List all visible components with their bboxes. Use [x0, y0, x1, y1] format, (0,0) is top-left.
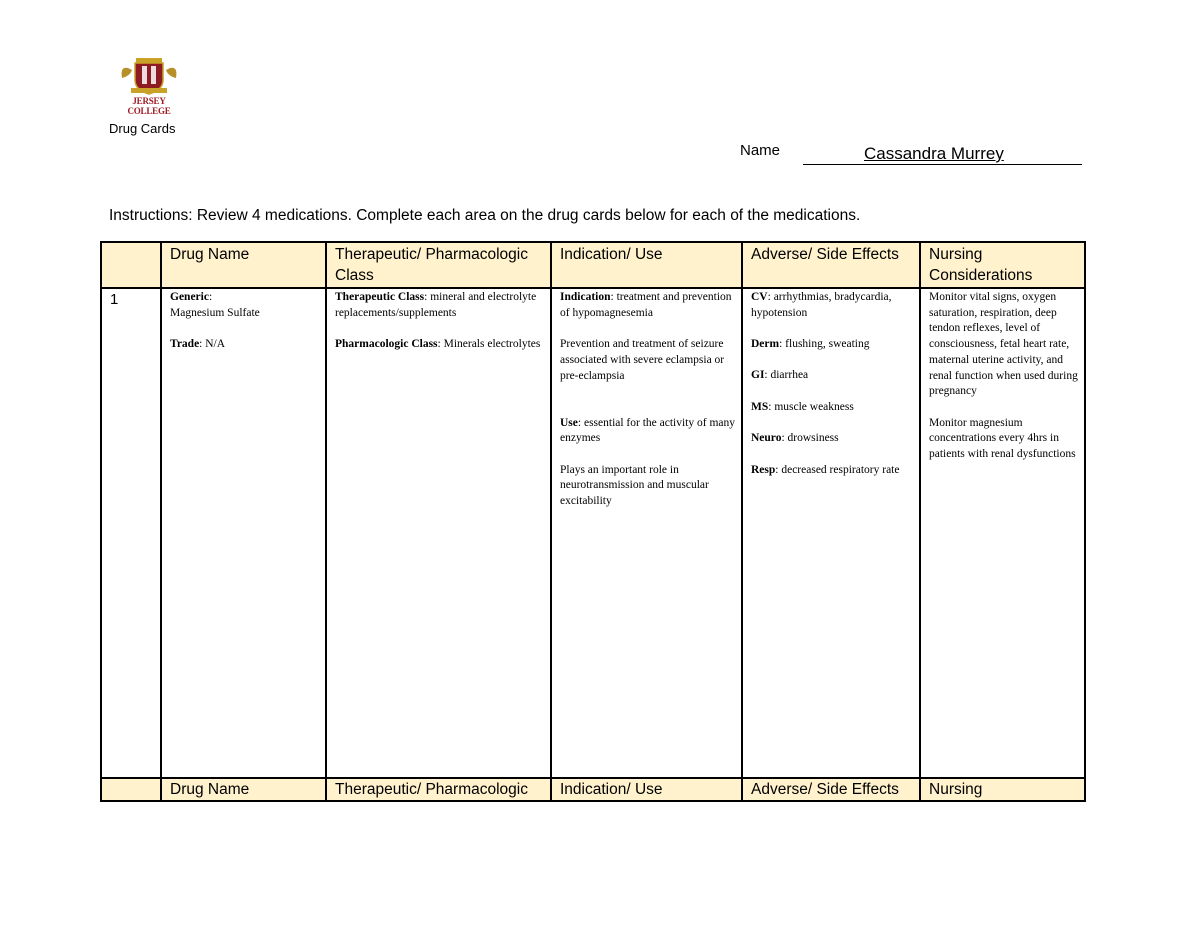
therapeutic-value: : mineral and electrolyte replacements/supplements	[335, 291, 537, 319]
name-field[interactable]	[803, 144, 1082, 165]
name-label: Name	[740, 142, 781, 159]
table-row	[101, 288, 1085, 778]
header-nursing: Nursing Considerations	[920, 242, 1085, 288]
resp-value: : decreased respiratory rate	[775, 463, 900, 476]
header-drug-class: Therapeutic/ Pharmacologic	[326, 778, 551, 801]
document-title: Drug Cards	[109, 121, 176, 136]
neuro-value: : drowsiness	[781, 432, 839, 445]
header-indication: Indication/ Use	[551, 778, 742, 801]
header-drug-name: Drug Name	[161, 778, 326, 801]
pharmacologic-value: : Minerals electrolytes	[437, 338, 541, 351]
trade-label: Trade	[170, 338, 200, 351]
header-adverse-effects: Adverse/ Side Effects	[742, 778, 920, 801]
therapeutic-label: Therapeutic Class	[335, 291, 425, 303]
prevention-text: Prevention and treatment of seizure associated with severe eclampsia or pre-eclampsia	[560, 338, 725, 382]
row-number: 1	[101, 288, 161, 778]
use-label: Use	[560, 416, 578, 429]
resp-label: Resp	[751, 463, 776, 476]
header-nursing: Nursing	[920, 778, 1085, 801]
indication-label: Indication	[560, 291, 611, 303]
neuro-label: Neuro	[751, 432, 782, 445]
generic-label: Generic	[170, 291, 209, 303]
cv-label: CV	[751, 291, 768, 303]
indication-value: : treatment and prevention of hypomagnesemia	[560, 291, 732, 319]
header-indication: Indication/ Use	[551, 242, 742, 288]
cell-indication[interactable]	[551, 288, 742, 778]
cell-drug-name[interactable]	[161, 288, 326, 778]
cell-nursing[interactable]	[920, 288, 1085, 778]
drug-cards-table	[100, 241, 1086, 802]
logo-text: JERSEY COLLEGE	[127, 96, 171, 116]
table-header-row	[101, 242, 1085, 288]
nursing-para-1: Monitor vital signs, oxygen saturation, respiration, deep tendon reflexes, level of consciousness, fetal heart rate, maternal uterine activity, and renal function when used during pregnancy	[929, 291, 1078, 398]
cell-drug-class[interactable]	[326, 288, 551, 778]
header-number-cell	[101, 242, 161, 288]
header-adverse-effects: Adverse/ Side Effects	[742, 242, 920, 288]
ms-label: MS	[751, 400, 769, 413]
use-value: : essential for the activity of many enzymes	[560, 416, 736, 445]
generic-sep: :	[208, 291, 213, 303]
cell-adverse-effects[interactable]	[742, 288, 920, 778]
header-drug-class: Therapeutic/ Pharmacologic Class	[326, 242, 551, 288]
derm-label: Derm	[751, 338, 780, 351]
role-text: Plays an important role in neurotransmission and muscular excitability	[560, 463, 709, 508]
pharmacologic-label: Pharmacologic Class	[335, 338, 438, 351]
generic-value: Magnesium Sulfate	[170, 306, 260, 319]
header-number-cell	[101, 778, 161, 801]
header-drug-name: Drug Name	[161, 242, 326, 288]
trade-value: : N/A	[199, 338, 226, 351]
college-logo	[112, 56, 186, 116]
table-header-row-next	[101, 778, 1085, 801]
ms-value: : muscle weakness	[768, 400, 854, 413]
instructions-text: Instructions: Review 4 medications. Complete each area on the drug cards below for each of the medications.	[109, 207, 861, 224]
name-value: Cassandra Murrey	[864, 144, 1004, 163]
gi-value: : diarrhea	[764, 369, 809, 382]
derm-value: : flushing, sweating	[779, 338, 870, 351]
shield-crest-icon	[112, 56, 186, 96]
cv-value: : arrhythmias, bradycardia, hypotension	[751, 291, 892, 319]
nursing-para-2: Monitor magnesium concentrations every 4hrs in patients with renal dysfunctions	[929, 416, 1076, 461]
gi-label: GI	[751, 369, 765, 382]
